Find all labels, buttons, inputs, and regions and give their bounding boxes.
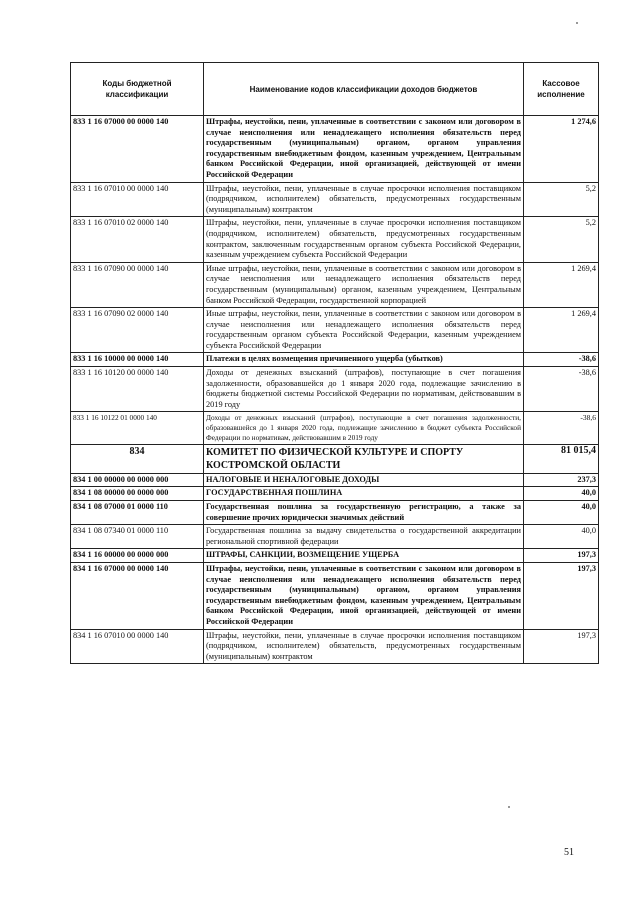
table-row	[71, 525, 599, 549]
row-name: ШТРАФЫ, САНКЦИИ, ВОЗМЕЩЕНИЕ УЩЕРБА	[204, 549, 524, 563]
table-row	[71, 501, 599, 525]
table-row	[71, 308, 599, 353]
table-row	[71, 629, 599, 664]
row-name: Доходы от денежных взысканий (штрафов), поступающие в счет погашения задолженности, образовавшейся до 1 января 2020 года, подлежащие зачислению в бюджеты бюджетной системы Российской Федерации по нормативам, действовавшим в 2019 году	[204, 367, 524, 412]
row-code: 834 1 08 07340 01 0000 110	[71, 525, 204, 549]
row-amount: 197,3	[524, 549, 599, 563]
row-name: Штрафы, неустойки, пени, уплаченные в случае просрочки исполнения поставщиком (подрядчиком, исполнителем) обязательств, предусмотренных государственным (муниципальным) контрактом	[204, 182, 524, 217]
table-row	[71, 353, 599, 367]
row-name: Штрафы, неустойки, пени, уплаченные в соответствии с законом или договором в случае неисполнения или ненадлежащего исполнения обязательств перед государственным (муниципальным) органом, органом управления государственным внебюджетным фондом, казенным учреждением, Центральным банком Российской Федерации, иной организацией, действующей от имени Российской Федерации	[204, 116, 524, 183]
row-name: Штрафы, неустойки, пени, уплаченные в соответствии с законом или договором в случае неисполнения или ненадлежащего исполнения обязательств перед государственным (муниципальным) органом, органом управления государственным внебюджетным фондом, казенным учреждением, Центральным банком Российской Федерации, иной организацией, действующей от имени Российской Федерации	[204, 562, 524, 629]
page-number: 51	[564, 847, 574, 858]
header-code: Коды бюджетной классификации	[71, 63, 204, 116]
row-code: 833 1 16 07090 00 0000 140	[71, 262, 204, 307]
row-code: 834 1 16 00000 00 0000 000	[71, 549, 204, 563]
row-amount: -38,6	[524, 367, 599, 412]
row-name: Штрафы, неустойки, пени, уплаченные в случае просрочки исполнения поставщиком (подрядчиком, исполнителем) обязательств, предусмотренных государственным контрактом, заключенным государственным органом субъекта Российской Федерации, казенным учреждением субъекта Российской Федерации	[204, 217, 524, 262]
table-row	[71, 444, 599, 473]
header-name: Наименование кодов классификации доходов бюджетов	[204, 63, 524, 116]
row-code: 833 1 16 07090 02 0000 140	[71, 308, 204, 353]
row-code: 834 1 00 00000 00 0000 000	[71, 473, 204, 487]
row-code: 833 1 16 07000 00 0000 140	[71, 116, 204, 183]
table-row	[71, 562, 599, 629]
row-code: 833 1 16 10120 00 0000 140	[71, 367, 204, 412]
row-code: 834	[71, 444, 204, 473]
row-amount: 5,2	[524, 217, 599, 262]
row-code: 833 1 16 10122 01 0000 140	[71, 412, 204, 444]
table-row	[71, 116, 599, 183]
row-code: 833 1 16 10000 00 0000 140	[71, 353, 204, 367]
row-amount: 1 269,4	[524, 262, 599, 307]
header-amount: Кассовое исполнение	[524, 63, 599, 116]
table-row	[71, 473, 599, 487]
row-amount: -38,6	[524, 353, 599, 367]
table-row	[71, 217, 599, 262]
table-row	[71, 487, 599, 501]
table-row	[71, 262, 599, 307]
row-amount: -38,6	[524, 412, 599, 444]
row-name: Иные штрафы, неустойки, пени, уплаченные в соответствии с законом или договором в случае неисполнения или ненадлежащего исполнения обязательств перед государственным (муниципальным) органом, казенным учреждением, Центральным банком Российской Федерации, государственной корпорацией	[204, 262, 524, 307]
table-row	[71, 367, 599, 412]
row-amount: 1 274,6	[524, 116, 599, 183]
row-amount: 5,2	[524, 182, 599, 217]
row-code: 834 1 16 07000 00 0000 140	[71, 562, 204, 629]
row-code: 834 1 16 07010 00 0000 140	[71, 629, 204, 664]
budget-sheet	[70, 62, 598, 664]
scan-speck	[508, 806, 510, 808]
table-header-row	[71, 63, 599, 116]
row-code: 834 1 08 07000 01 0000 110	[71, 501, 204, 525]
revenue-table	[70, 62, 599, 664]
row-amount: 40,0	[524, 501, 599, 525]
row-name: Доходы от денежных взысканий (штрафов), поступающие в счет погашения задолженности, образовавшейся до 1 января 2020 года, подлежащие зачислению в бюджет субъекта Российской Федерации по нормативам, действовавшим в 2019 году	[204, 412, 524, 444]
row-amount: 81 015,4	[524, 444, 599, 473]
row-amount: 197,3	[524, 562, 599, 629]
row-name: Штрафы, неустойки, пени, уплаченные в случае просрочки исполнения поставщиком (подрядчиком, исполнителем) обязательств, предусмотренных государственным (муниципальным) контрактом	[204, 629, 524, 664]
row-name: ГОСУДАРСТВЕННАЯ ПОШЛИНА	[204, 487, 524, 501]
row-code: 833 1 16 07010 00 0000 140	[71, 182, 204, 217]
row-amount: 1 269,4	[524, 308, 599, 353]
row-amount: 40,0	[524, 487, 599, 501]
row-name: Платежи в целях возмещения причиненного ущерба (убытков)	[204, 353, 524, 367]
table-row	[71, 182, 599, 217]
scan-speck	[576, 22, 578, 24]
row-amount: 237,3	[524, 473, 599, 487]
row-name: Государственная пошлина за государственную регистрацию, а также за совершение прочих юридически значимых действий	[204, 501, 524, 525]
row-amount: 40,0	[524, 525, 599, 549]
row-code: 833 1 16 07010 02 0000 140	[71, 217, 204, 262]
row-name: НАЛОГОВЫЕ И НЕНАЛОГОВЫЕ ДОХОДЫ	[204, 473, 524, 487]
row-amount: 197,3	[524, 629, 599, 664]
table-row	[71, 549, 599, 563]
row-name: КОМИТЕТ ПО ФИЗИЧЕСКОЙ КУЛЬТУРЕ И СПОРТУ КОСТРОМСКОЙ ОБЛАСТИ	[204, 444, 524, 473]
row-name: Государственная пошлина за выдачу свидетельства о государственной аккредитации региональной спортивной федерации	[204, 525, 524, 549]
row-code: 834 1 08 00000 00 0000 000	[71, 487, 204, 501]
row-name: Иные штрафы, неустойки, пени, уплаченные в соответствии с законом или договором в случае неисполнения или ненадлежащего исполнения обязательств перед государственным органом субъекта Российской Федерации, казенным учреждением субъекта Российской Федерации	[204, 308, 524, 353]
table-row	[71, 412, 599, 444]
